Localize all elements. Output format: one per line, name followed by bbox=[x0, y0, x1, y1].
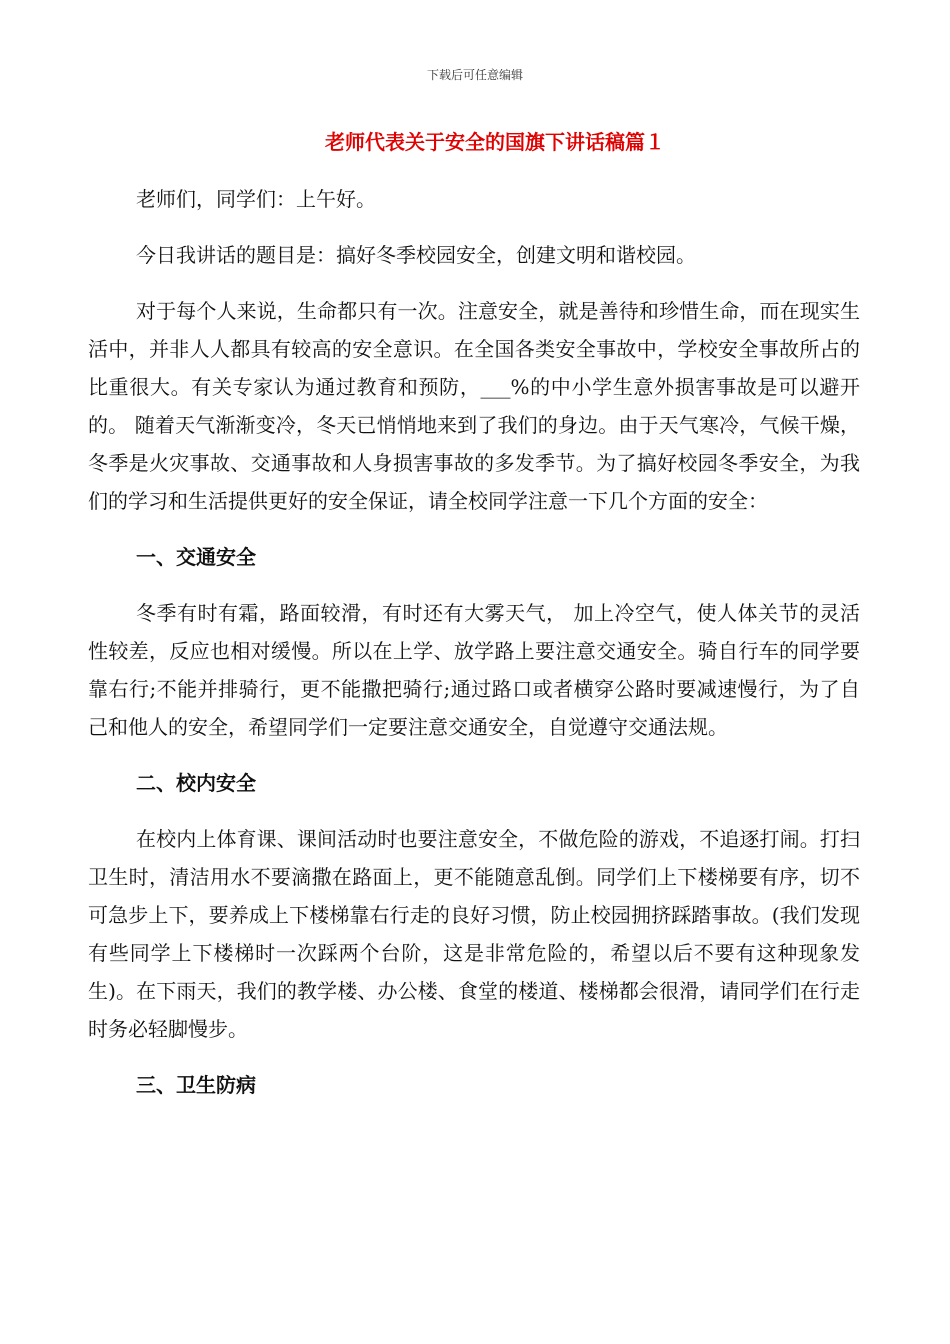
header-note: 下载后可任意编辑 bbox=[426, 68, 523, 82]
document-title: 老师代表关于安全的国旗下讲话稿篇１ bbox=[325, 130, 665, 154]
section-heading-hygiene: 三、卫生防病 bbox=[136, 1073, 256, 1097]
section-heading-traffic: 一、交通安全 bbox=[136, 545, 256, 569]
section-body-traffic: 冬季有时有霜，路面较滑，有时还有大雾天气， 加上冷空气，使人体关节的灵活性较差，反应也相对缓慢。所以在上学、放学路上要注意交通安全。骑自行车的同学要靠右行;不能并排骑行，更不能撒把骑行;通过路口或者横穿公路时要减速慢行，为了自己和他人的安全，希望同学们一定要注意交通安全，自觉遵守交通法规。 bbox=[88, 601, 860, 739]
topic-paragraph: 今日我讲话的题目是：搞好冬季校园安全，创建文明和谐校园。 bbox=[136, 243, 696, 267]
section-heading-campus: 二、校内安全 bbox=[136, 771, 256, 795]
greeting-paragraph: 老师们，同学们：上午好。 bbox=[136, 187, 376, 211]
document-body bbox=[88, 180, 860, 1122]
intro-paragraph: 对于每个人来说，生命都只有一次。注意安全，就是善待和珍惜生命，而在现实生活中，并非人人都具有较高的安全意识。在全国各类安全事故中，学校安全事故所占的比重很大。有关专家认为通过教育和预防，___%的中小学生意外损害事故是可以避开的。 随着天气渐渐变冷，冬天已悄悄地来到了我们的身边。由于天气寒冷，气候干燥，冬季是火灾事故、交通事故和人身损害事故的多发季节。为了搞好校园冬季安全，为我们的学习和生活提供更好的安全保证，请全校同学注意一下几个方面的安全： bbox=[88, 299, 860, 513]
section-body-campus: 在校内上体育课、课间活动时也要注意安全，不做危险的游戏，不追逐打闹。打扫卫生时，清洁用水不要滴撒在路面上，更不能随意乱倒。同学们上下楼梯要有序，切不可急步上下，要养成上下楼梯靠右行走的良好习惯，防止校园拥挤踩踏事故。(我们发现有些同学上下楼梯时一次踩两个台阶，这是非常危险的，希望以后不要有这种现象发生)。在下雨天，我们的教学楼、办公楼、食堂的楼道、楼梯都会很滑，请同学们在行走时务必轻脚慢步。 bbox=[88, 827, 860, 1041]
